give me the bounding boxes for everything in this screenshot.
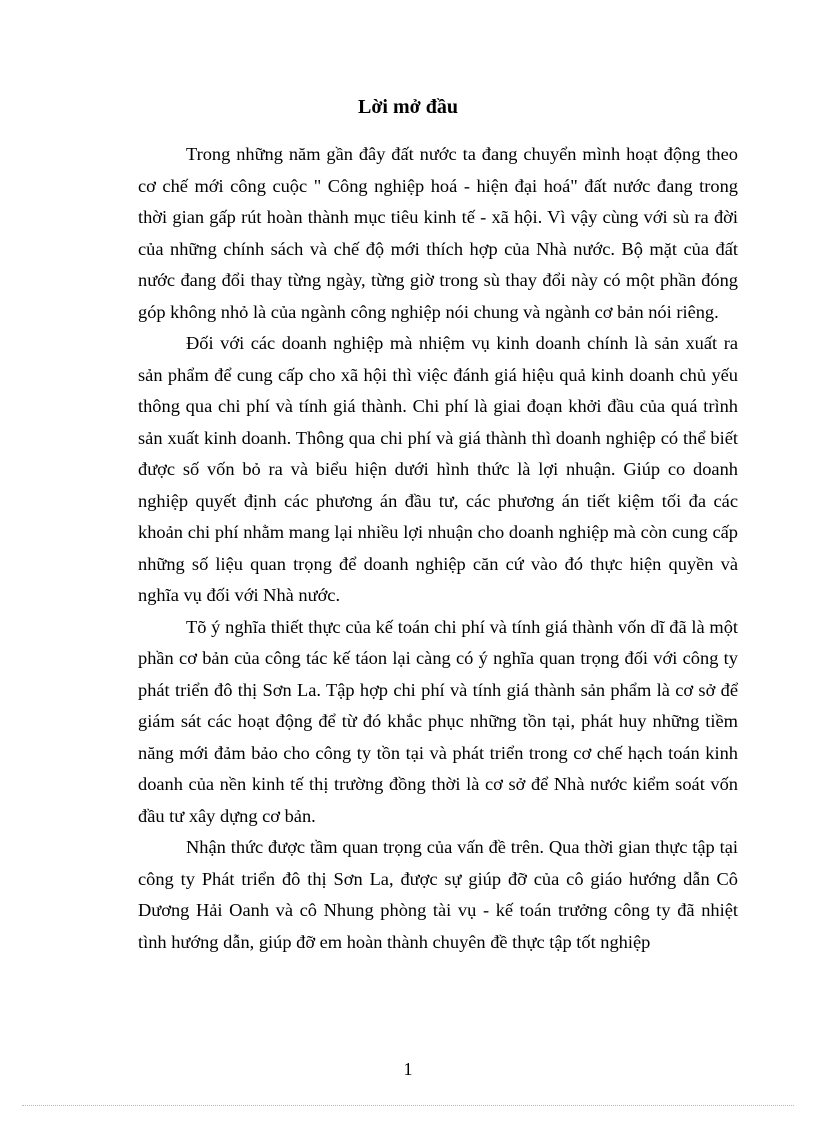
page-title: Lời mở đầu	[358, 96, 458, 118]
paragraph-3: Tõ ý nghĩa thiết thực của kế toán chi phí và tính giá thành vốn dĩ đã là một phần cơ bản của công tác kế táon lại càng có ý nghĩa quan trọng đối với công ty phát triển đô thị Sơn La. Tập hợp chi phí và tính giá thành sản phẩm là cơ sở để giám sát các hoạt động để từ đó khắc phục những tồn tại, phát huy những tiềm năng mới đảm bảo cho công ty tồn tại và phát triển trong cơ chế hạch toán kinh doanh của nền kinh tế thị trường đồng thời là cơ sở để Nhà nước kiểm soát vốn đầu tư xây dựng cơ bản.	[138, 616, 738, 826]
page-number: 1	[403, 1059, 413, 1079]
page-bottom-divider	[22, 1105, 794, 1106]
paragraph-1: Trong những năm gần đây đất nước ta đang chuyển mình hoạt động theo cơ chế mới công cuộc " Công nghiệp hoá - hiện đại hoá" đất nước đang trong thời gian gấp rút hoàn thành mục tiêu kinh tế - xã hội. Vì vậy cùng với sù ra đời của những chính sách và chế độ mới thích hợp của Nhà nước. Bộ mặt của đất nước đang đổi thay từng ngày, từng giờ trong sù thay đổi này có một phần đóng góp không nhỏ là của ngành công nghiệp nói chung và ngành cơ bản nói riêng.	[138, 144, 738, 322]
paragraph-4: Nhận thức được tầm quan trọng của vấn đề trên. Qua thời gian thực tập tại công ty Phát triển đô thị Sơn La, được sự giúp đỡ của cô giáo hướng dẫn Cô Dương Hải Oanh và cô Nhung phòng tài vụ - kế toán trưởng công ty đã nhiệt tình hướng dẫn, giúp đỡ em hoàn thành chuyên đề thực tập tốt nghiệp	[138, 837, 738, 952]
paragraph-2: Đối với các doanh nghiệp mà nhiệm vụ kinh doanh chính là sản xuất ra sản phẩm để cung cấp cho xã hội thì việc đánh giá hiệu quả kinh doanh chủ yếu thông qua chi phí và tính giá thành. Chi phí là giai đoạn khởi đầu của quá trình sản xuất kinh doanh. Thông qua chi phí và giá thành thì doanh nghiệp có thể biết được số vốn bỏ ra và biểu hiện dưới hình thức là lợi nhuận. Giúp co doanh nghiệp quyết định các phương án đầu tư, các phương án tiết kiệm tối đa các khoản chi phí nhằm mang lại nhiều lợi nhuận cho doanh nghiệp mà còn cung cấp những số liệu quan trọng để doanh nghiệp căn cứ vào đó thực hiện quyền và nghĩa vụ đối với Nhà nước.	[138, 333, 738, 605]
body-text	[138, 139, 738, 958]
